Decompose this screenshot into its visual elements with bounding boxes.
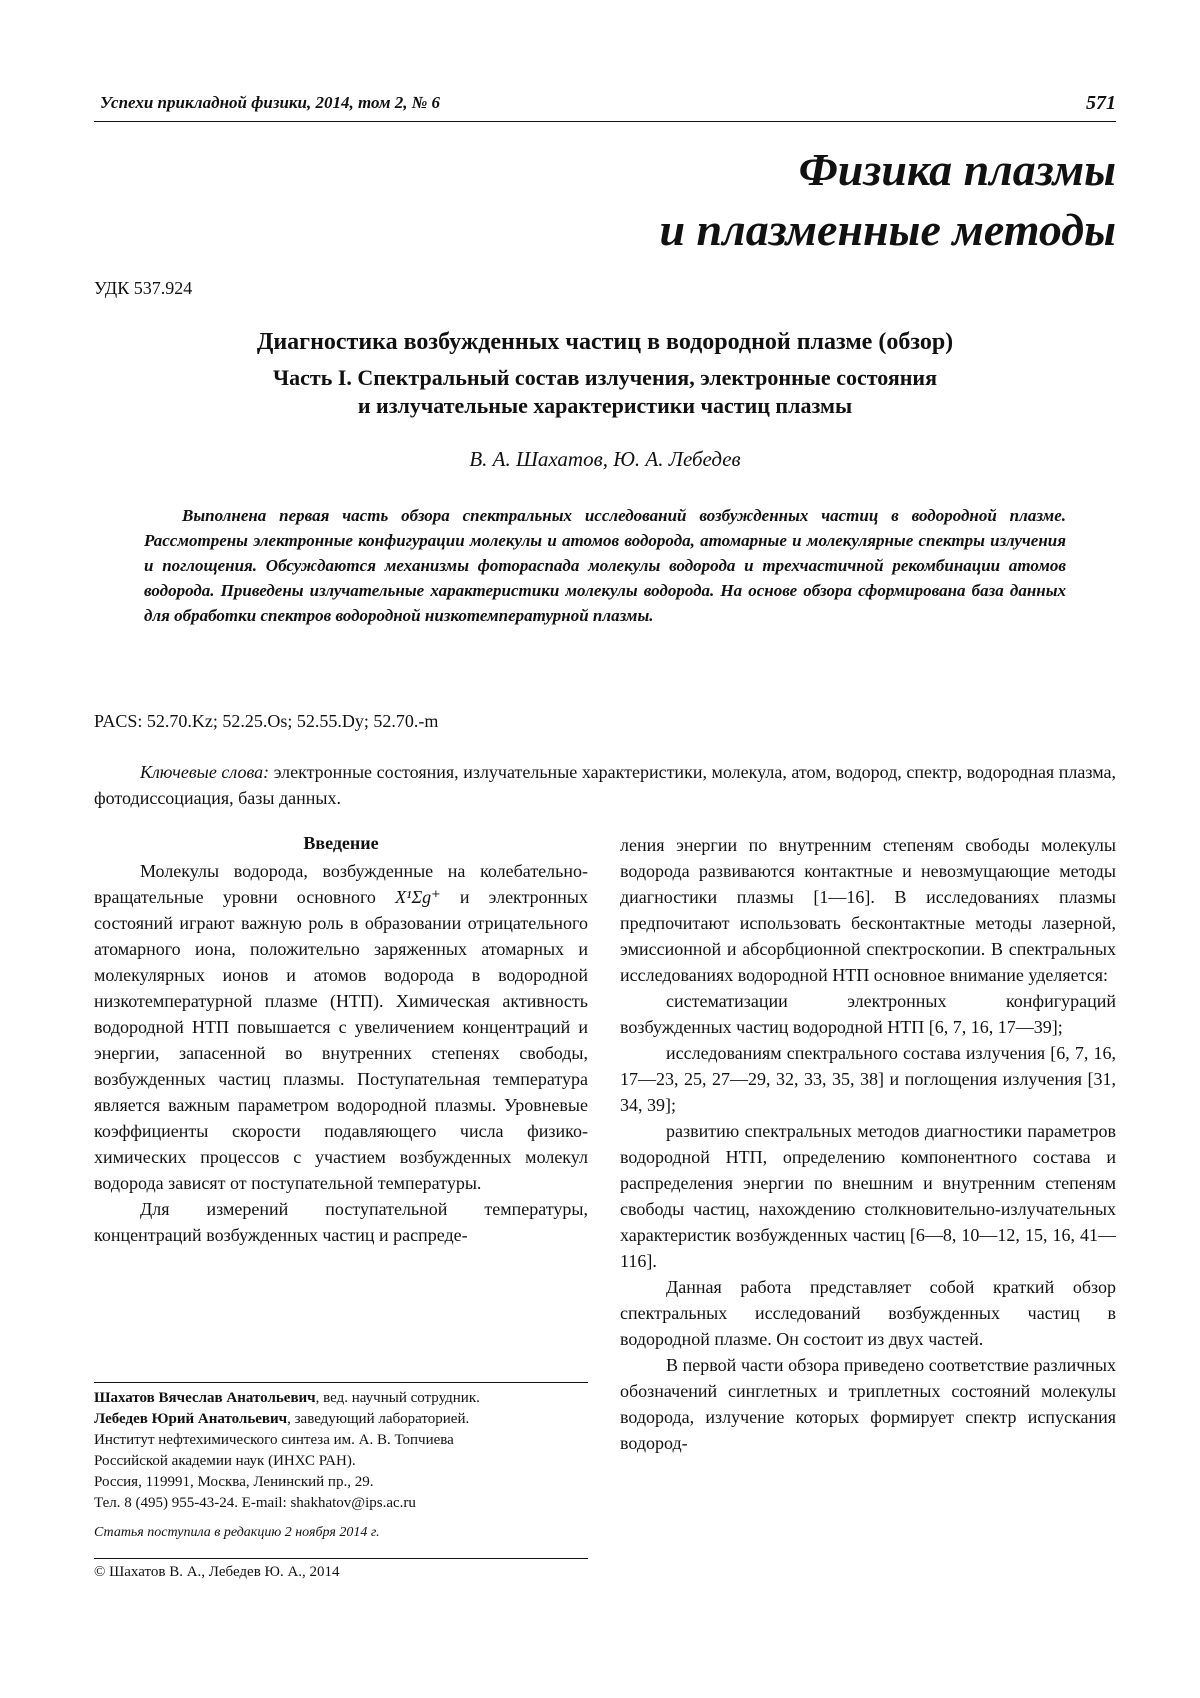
keywords-text: электронные состояния, излучательные характеристики, молекула, атом, водород, спектр, водородная плазма, фотодиссоциация, базы данных. <box>94 762 1116 808</box>
abstract: Выполнена первая часть обзора спектральных исследований возбужденных частиц в водородной плазме. Рассмотрены электронные конфигурации молекулы и атомов водорода, атомарные и молекулярные спектры излучения и поглощения. Обсуждаются механизмы фотораспада молекулы водорода и трехчастичной рекомбинации атомов водорода. Приведены излучательные характеристики молекулы водорода. На основе обзора сформирована база данных для обработки спектров водородной низкотемпературной плазмы. <box>144 506 1066 625</box>
author-footnote <box>94 1388 588 1543</box>
authors: В. А. Шахатов, Ю. А. Лебедев <box>469 447 741 471</box>
subtitle-line-2: и излучательные характеристики частиц плазмы <box>357 393 853 418</box>
institute-line-1: Институт нефтехимического синтеза им. А. В. Топчиева <box>94 1432 454 1448</box>
pacs-codes: PACS: 52.70.Kz; 52.25.Os; 52.55.Dy; 52.70.-m <box>94 711 439 731</box>
left-column <box>94 830 588 1248</box>
page-number: 571 <box>1086 92 1116 114</box>
list-item: исследованиям спектрального состава излучения [6, 7, 16, 17—23, 25, 27—29, 32, 33, 35, 38] и поглощения излучения [31, 34, 39]; <box>620 1043 1116 1115</box>
footnote-divider <box>94 1382 588 1383</box>
copyright: © Шахатов В. А., Лебедев Ю. А., 2014 <box>94 1564 340 1580</box>
header-divider <box>94 121 1116 122</box>
article-subtitle <box>94 364 1116 420</box>
paragraph: В первой части обзора приведено соответствие различных обозначений синглетных и триплетных состояний молекулы водорода, излучение которых формирует спектр испускания водород- <box>620 1355 1116 1453</box>
article-title: Диагностика возбужденных частиц в водородной плазме (обзор) <box>256 329 954 355</box>
address: Россия, 119991, Москва, Ленинский пр., 29. <box>94 1474 374 1490</box>
institute-line-2: Российской академии наук (ИНХС РАН). <box>94 1453 356 1469</box>
journal-header: Успехи прикладной физики, 2014, том 2, № 6 <box>100 93 441 112</box>
keywords <box>94 759 1116 811</box>
section-title <box>540 140 1116 260</box>
paragraph: ления энергии по внутренним степеням свободы молекулы водорода развиваются контактные и невозмущающие методы диагностики плазмы [1—16]. В исследованиях плазмы предпочитают использовать бесконтактные методы лазерной, эмиссионной и абсорбционной спектроскопии. В спектральных исследованиях водородной НТП основное внимание уделяется: <box>620 835 1116 985</box>
received-date: Статья поступила в редакцию 2 ноября 2014 г. <box>94 1525 380 1540</box>
paragraph-text: и электронных состояний играют важную роль в образовании отрицательного атомарного иона, положительно заряженных атомарных и молекулярных ионов и атомов водорода в водородной низкотемпературной плазме (НТП). Химическая активность водородной НТП повышается с увеличением концентраций и энергии, запасенной во внутренних степенях свободы, возбужденных частиц плазмы. Поступательная температура является важным параметром водородной плазмы. Уровневые коэффициенты скорости подавляющего числа физико-химических процессов с участием возбужденных молекул водорода зависят от поступательной температуры. <box>94 887 589 1193</box>
paragraph-text: Молекулы водорода, возбужденные на колебательно-вращательные уровни основного <box>94 861 588 907</box>
author-2-name: Лебедев Юрий Анатольевич <box>94 1411 288 1427</box>
right-column <box>620 832 1116 1456</box>
list-item: развитию спектральных методов диагностики параметров водородной НТП, определению компонентного состава и распределения энергии по внешним и внутренним степеням свободы частиц, нахождению столкновительно-излучательных характеристик возбужденных частиц [6—8, 10—12, 15, 16, 41—116]. <box>620 1121 1116 1271</box>
subtitle-line-1: Часть I. Спектральный состав излучения, электронные состояния <box>273 365 937 390</box>
keywords-label: Ключевые слова: <box>140 762 270 782</box>
introduction-heading: Введение <box>303 833 379 853</box>
udk-code: УДК 537.924 <box>94 278 193 298</box>
copyright-divider <box>94 1558 588 1559</box>
paragraph: Данная работа представляет собой краткий обзор спектральных исследований возбужденных частиц в водородной плазме. Он состоит из двух частей. <box>620 1277 1116 1349</box>
section-title-line-2: и плазменные методы <box>659 204 1116 255</box>
list-item: систематизации электронных конфигураций возбужденных частиц водородной НТП [6, 7, 16, 17—39]; <box>620 991 1116 1037</box>
author-1-name: Шахатов Вячеслав Анатольевич <box>94 1390 316 1406</box>
ground-state-term: X¹Σg⁺ <box>395 887 441 907</box>
author-1-role: , вед. научный сотрудник. <box>315 1390 480 1406</box>
paragraph: Для измерений поступательной температуры, концентраций возбужденных частиц и распреде- <box>94 1199 588 1245</box>
author-2-role: , заведующий лабораторией. <box>287 1411 470 1427</box>
contact: Тел. 8 (495) 955-43-24. E-mail: shakhatov@ips.ac.ru <box>94 1495 416 1511</box>
paragraph <box>94 858 588 1196</box>
section-title-line-1: Физика плазмы <box>798 144 1116 195</box>
